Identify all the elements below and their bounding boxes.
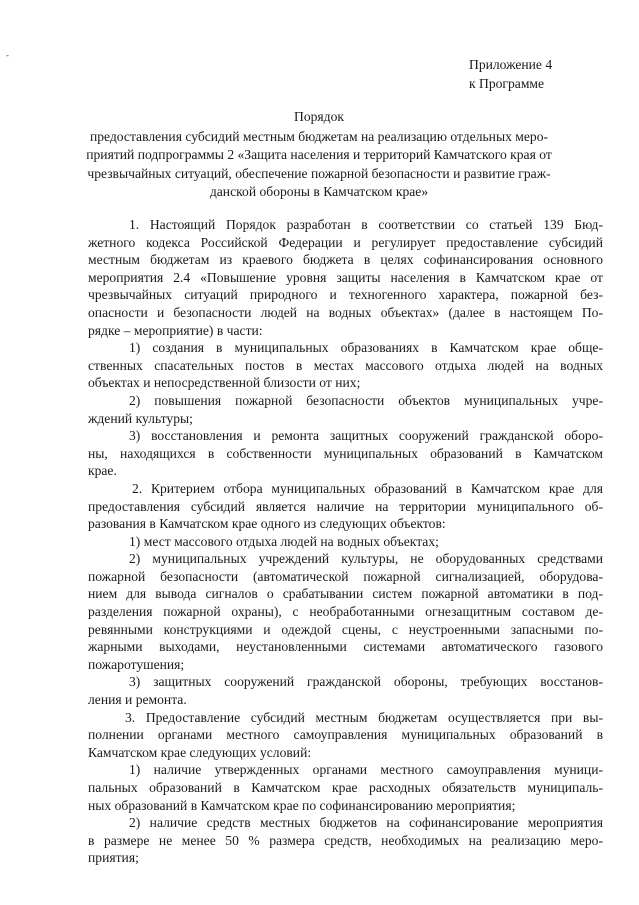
text-line: ления и ремонта. [88, 692, 187, 708]
text-line: нием для вывода сигналов о срабатывании систем пожарной автоматики в под- [88, 586, 603, 602]
text-line: полнении органами местного самоуправления муниципальных образований в [88, 727, 603, 743]
text-line: приятия; [88, 850, 139, 866]
text-line: пожарной безопасности (автоматической пожарной сигнализацией, оборудова- [88, 568, 603, 584]
document-heading [78, 108, 560, 202]
text-line: Камчатском крае следующих условий: [88, 744, 312, 760]
text-line: 2. Критерием отбора муниципальных образований в Камчатском крае для [132, 480, 603, 496]
text-line: ны, находящихся в собственности муниципальных образований в Камчатском [88, 445, 603, 461]
text-line: 3. Предоставление субсидий местным бюджетам осуществляется при вы- [125, 709, 603, 725]
text-line: 3) защитных сооружений гражданской обороны, требующих восстанов- [129, 674, 603, 690]
subtitle-line: чрезвычайных ситуаций, обеспечение пожарной безопасности и развитие граж- [87, 165, 551, 181]
text-line: жарными выходами, неустановленными системами автоматического газового [88, 639, 603, 655]
text-line: рядке – мероприятие) в части: [88, 322, 263, 338]
appendix-line-1: Приложение 4 [469, 57, 553, 72]
document-body [88, 216, 603, 867]
text-line: пожаротушения; [88, 656, 185, 672]
subtitle-line: предоставления субсидий местным бюджетам на реализацию отдельных меро- [89, 128, 549, 144]
text-line: предоставления субсидий является наличие на территории муниципального об- [88, 498, 603, 514]
text-line: ревянными конструкциями и одеждой сцены, с неустроенными запасными по- [88, 621, 603, 637]
document-title: Порядок [294, 109, 344, 124]
text-line: 2) повышения пожарной безопасности объектов муниципальных учре- [129, 392, 603, 408]
text-line: ждений культуры; [88, 410, 193, 426]
text-line: 2) наличие средств местных бюджетов на софинансирование мероприятия [129, 815, 603, 831]
subtitle-line: данской обороны в Камчатском крае» [209, 184, 429, 199]
text-line: 1) создания в муниципальных образованиях в Камчатском крае обще- [129, 340, 603, 356]
text-line: 3) восстановления и ремонта защитных сооружений гражданской оборо- [129, 428, 603, 444]
appendix-line-2: к Программе [469, 76, 545, 91]
text-line: ных образований в Камчатском крае по софинансированию мероприятия; [88, 797, 516, 813]
text-line: 1) наличие утвержденных органами местного самоуправления муници- [129, 762, 603, 778]
text-line: 2) муниципальных учреждений культуры, не оборудованных средствами [129, 551, 603, 567]
text-line: жетного кодекса Российской Федерации и регулирует предоставление субсидий [88, 234, 603, 250]
margin-mark: - [6, 50, 9, 60]
text-line: 1. Настоящий Порядок разработан в соответствии со статьей 139 Бюд- [129, 217, 603, 232]
text-line: 1) мест массового отдыха людей на водных объектах; [129, 533, 439, 549]
text-line: крае. [88, 463, 117, 479]
document-subtitle [78, 128, 560, 202]
appendix-note [469, 55, 552, 93]
text-line: разделения пожарной охраны), с необработанными огнезащитным составом де- [88, 604, 603, 620]
text-line: местным бюджетам из краевого бюджета в целях софинансирования основного [88, 252, 603, 268]
text-line: ственных спасательных постов в местах массового отдыха людей на водных [88, 357, 603, 373]
text-line: пальных образований в Камчатском крае расходных обязательств муниципаль- [88, 780, 603, 795]
text-line: чрезвычайных ситуаций природного и техногенного характера, пожарной без- [88, 287, 603, 303]
text-line: разования в Камчатском крае одного из следующих объектов: [88, 516, 446, 532]
text-line: объектах и непосредственной близости от них; [88, 375, 361, 391]
text-line: мероприятия 2.4 «Повышение уровня защиты населения в Камчатском крае от [88, 269, 603, 285]
text-line: опасности и безопасности людей на водных объектах» (далее в настоящем По- [88, 304, 603, 320]
text-line: в размере не менее 50 % размера средств, необходимых на реализацию меро- [88, 832, 603, 848]
subtitle-line: приятий подпрограммы 2 «Защита населения и территорий Камчатского края от [86, 147, 552, 162]
